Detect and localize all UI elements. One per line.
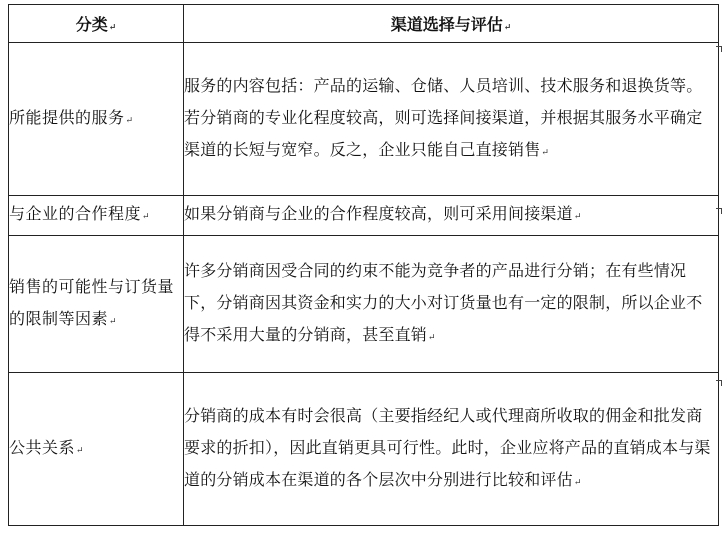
row-category-cell: 公共关系↵ (9, 373, 184, 526)
paragraph-mark-icon: ↵ (503, 23, 512, 33)
table-row (9, 43, 719, 196)
row-category-cell: 与企业的合作程度↵ (9, 196, 184, 236)
paragraph-mark-icon: ↵ (428, 332, 436, 343)
paragraph-mark-icon: ↵ (109, 316, 118, 327)
row-description-cell: 服务的内容包括：产品的运输、仓储、人员培训、技术服务和退换货等。若分销商的专业化程度较高，则可选择间接渠道，并根据其服务水平确定渠道的长短与宽窄。反之，企业只能自己直接销售↵ (184, 43, 719, 196)
channel-evaluation-table (8, 4, 719, 526)
row-category-cell: 销售的可能性与订货量的限制等因素↵ (9, 236, 184, 373)
row-end-marker-icon (716, 380, 722, 386)
paragraph-mark-icon: ↵ (108, 23, 117, 33)
header-evaluation: 渠道选择与评估↵ (184, 5, 719, 43)
paragraph-mark-icon: ↵ (142, 212, 151, 222)
row-end-marker-icon (716, 208, 722, 214)
row-description-cell: 分销商的成本有时会很高（主要指经纪人或代理商所收取的佣金和批发商要求的折扣），因此直销更具可行性。此时，企业应将产品的直销成本与渠道的分销成本在渠道的各个层次中分别进行比较和评估↵ (184, 373, 719, 526)
row-description-cell: 如果分销商与企业的合作程度较高，则可采用间接渠道↵ (184, 196, 719, 236)
table-row (9, 373, 719, 526)
table-header-row (9, 5, 719, 43)
header-category: 分类↵ (9, 5, 184, 43)
row-description-cell: 许多分销商因受合同的约束不能为竞争者的产品进行分销；在有些情况下，分销商因其资金和实力的大小对订货量也有一定的限制，所以企业不得不采用大量的分销商，甚至直销↵ (184, 236, 719, 373)
table-row (9, 196, 719, 236)
paragraph-mark-icon: ↵ (76, 445, 85, 456)
paragraph-mark-icon: ↵ (573, 477, 582, 488)
row-category-cell: 所能提供的服务↵ (9, 43, 184, 196)
paragraph-mark-icon: ↵ (541, 147, 550, 158)
row-end-marker-icon (716, 46, 722, 52)
paragraph-mark-icon: ↵ (125, 115, 134, 126)
paragraph-mark-icon: ↵ (573, 212, 582, 222)
table-row (9, 236, 719, 373)
